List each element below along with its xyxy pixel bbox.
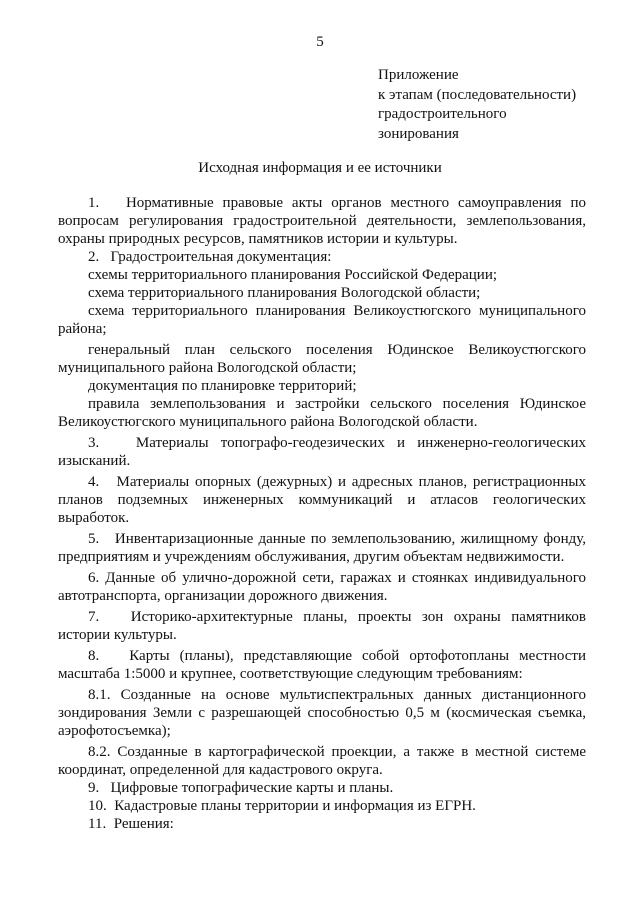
list-item: 11. Решения: <box>88 816 174 832</box>
appendix-note <box>378 66 618 144</box>
appendix-line: Приложение <box>378 67 459 83</box>
list-item: 7. Историко-архитектурные планы, проекты зон охраны памятников истории культуры. <box>58 609 586 643</box>
page-number: 5 <box>316 34 324 50</box>
list-item: генеральный план сельского поселения Юдинское Великоустюгского муниципального района Вологодской области; <box>58 342 586 376</box>
list-item: 9. Цифровые топографические карты и планы. <box>88 780 394 796</box>
list-item: схемы территориального планирования Российской Федерации; <box>88 267 498 283</box>
list-item: 5. Инвентаризационные данные по землепользованию, жилищному фонду, предприятиям и учреждениям обслуживания, другим объектам недвижимости. <box>58 531 586 565</box>
list-item: 4. Материалы опорных (дежурных) и адресных планов, регистрационных планов подземных инженерных коммуникаций и атласов геологических выработок. <box>58 474 586 526</box>
document-body <box>58 194 586 833</box>
list-item: 10. Кадастровые планы территории и информация из ЕГРН. <box>88 798 476 814</box>
appendix-line: к этапам (последовательности) <box>378 86 577 103</box>
appendix-line: градостроительного <box>378 106 507 122</box>
list-item: 8.1. Созданные на основе мультиспектральных данных дистанционного зондирования Земли с разрешающей способностью 0,5 м (космическая съемка, аэрофотосъемка); <box>58 687 586 739</box>
list-item: правила землепользования и застройки сельского поселения Юдинское Великоустюгского муниципального района Вологодской области. <box>58 396 586 430</box>
list-item: 8.2. Созданные в картографической проекции, а также в местной системе координат, определенной для кадастрового округа. <box>58 744 586 778</box>
appendix-line: зонирования <box>378 125 459 142</box>
list-item: 6. Данные об улично-дорожной сети, гаражах и стоянках индивидуального автотранспорта, организации дорожного движения. <box>58 570 586 604</box>
list-item: 2. Градостроительная документация: <box>88 249 332 265</box>
list-item: схема территориального планирования Великоустюгского муниципального района; <box>58 303 586 337</box>
document-heading: Исходная информация и ее источники <box>198 160 442 176</box>
list-item: 8. Карты (планы), представляющие собой ортофотопланы местности масштаба 1:5000 и крупнее, соответствующие следующим требованиям: <box>58 648 586 682</box>
list-item: 1. Нормативные правовые акты органов местного самоуправления по вопросам регулирования градостроительной деятельности, землепользования, охраны природных ресурсов, памятников истории и культуры. <box>58 195 586 247</box>
list-item: документация по планировке территорий; <box>88 378 357 394</box>
list-item: схема территориального планирования Вологодской области; <box>88 285 481 301</box>
list-item: 3. Материалы топографо-геодезических и инженерно-геологических изысканий. <box>58 435 586 469</box>
